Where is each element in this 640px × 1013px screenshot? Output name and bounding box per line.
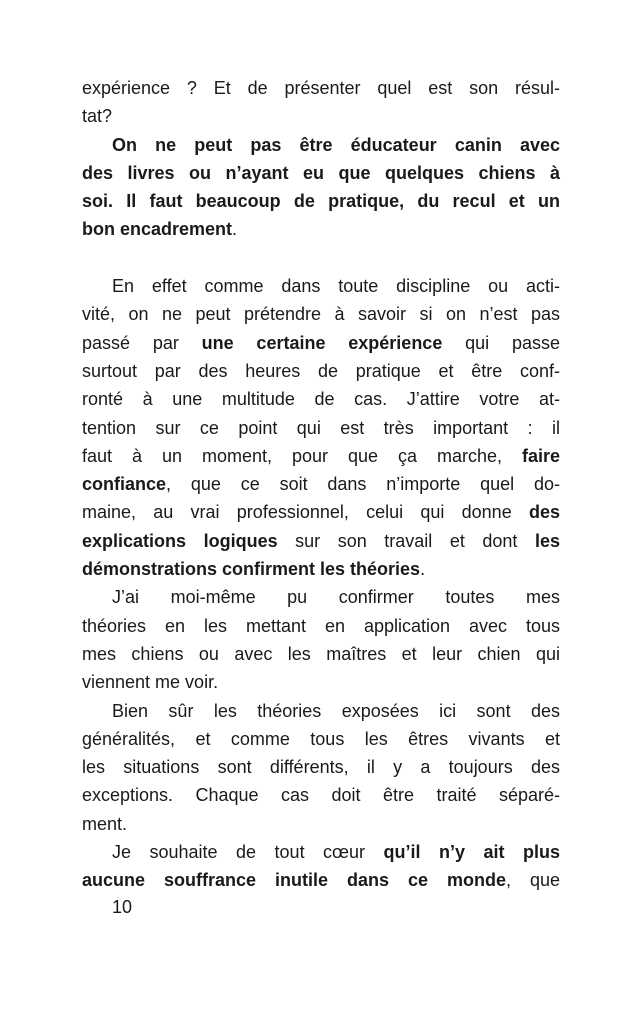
text-run: passé par	[82, 332, 202, 353]
text-run: mes chiens ou avec les maîtres et leur chien qui	[82, 643, 560, 664]
text-line	[82, 583, 560, 611]
text-run: sur son travail et dont	[277, 530, 535, 551]
text-line	[82, 414, 560, 442]
text-run: , que ce soit dans n’importe quel do-	[166, 474, 560, 495]
bold-text-run: explications logiques	[82, 530, 278, 551]
page-number: 10	[112, 897, 133, 917]
text-run: viennent me voir.	[82, 672, 219, 693]
text-line	[82, 187, 560, 215]
text-line	[82, 272, 560, 300]
text-run: tat?	[82, 106, 113, 127]
text-run: Je souhaite de tout cœur	[112, 842, 384, 863]
text-line	[82, 725, 560, 753]
text-line	[82, 385, 560, 413]
text-line	[82, 300, 560, 328]
text-line	[82, 159, 560, 187]
text-line	[82, 555, 560, 583]
text-run: qui passe	[442, 332, 560, 353]
text-run: En effet comme dans toute discipline ou acti-	[112, 276, 560, 297]
paragraph	[82, 583, 560, 696]
text-line	[82, 810, 560, 838]
text-run: surtout par des heures de pratique et être conf-	[82, 360, 560, 381]
bold-text-run: aucune souffrance inutile dans ce monde	[82, 870, 506, 891]
text-run: généralités, et comme tous les êtres vivants et	[82, 728, 560, 749]
text-run: .	[232, 219, 238, 240]
paragraph	[82, 74, 560, 131]
text-line	[82, 612, 560, 640]
text-line	[82, 640, 560, 668]
paragraph	[82, 838, 560, 895]
text-line	[82, 102, 560, 130]
bold-text-run: qu’il n’y ait plus	[383, 842, 560, 863]
text-line	[82, 329, 560, 357]
text-line	[82, 753, 560, 781]
text-run: , que	[505, 870, 560, 891]
bold-text-run: des	[528, 502, 560, 523]
text-run: ment.	[82, 813, 128, 834]
text-line	[82, 697, 560, 725]
bold-text-run: démonstrations confirment les théories	[82, 559, 421, 580]
text-line	[82, 215, 560, 243]
text-run: expérience ? Et de présenter quel est son résul-	[82, 78, 560, 98]
bold-text-run: une certaine expérience	[201, 332, 443, 353]
bold-text-run: faire	[521, 445, 560, 466]
text-run: Bien sûr les théories exposées ici sont des	[112, 700, 560, 721]
text-line	[82, 442, 560, 470]
paragraph	[82, 697, 560, 838]
bold-text-run: les	[534, 530, 560, 551]
text-run: maine, au vrai professionnel, celui qui donne	[82, 502, 529, 523]
text-run: J’ai moi-même pu confirmer toutes mes	[112, 587, 560, 608]
text-line	[82, 74, 560, 102]
text-line	[82, 498, 560, 526]
text-run: théories en les mettant en application avec tous	[82, 615, 560, 636]
text-run: ronté à une multitude de cas. J’attire votre at-	[82, 389, 560, 410]
text-line	[82, 838, 560, 866]
bold-text-run: soi. Il faut beaucoup de pratique, du recul et un	[82, 191, 560, 212]
text-line	[82, 357, 560, 385]
text-run: faut à un moment, pour que ça marche,	[82, 445, 522, 466]
text-block	[82, 74, 560, 895]
text-line	[82, 131, 560, 159]
paragraph	[82, 131, 560, 244]
text-run: les situations sont différents, il y a toujours des	[82, 757, 560, 778]
bold-text-run: On ne peut pas être éducateur canin avec	[112, 134, 560, 155]
text-line	[82, 668, 560, 696]
text-line	[82, 470, 560, 498]
text-run: exceptions. Chaque cas doit être traité séparé-	[82, 785, 560, 806]
bold-text-run: confiance	[82, 474, 167, 495]
text-line	[82, 781, 560, 809]
text-run: .	[420, 559, 426, 580]
bold-text-run: des livres ou n’ayant eu que quelques chiens à	[82, 162, 560, 183]
bold-text-run: bon encadrement	[82, 219, 233, 240]
text-line	[82, 866, 560, 894]
text-line	[82, 527, 560, 555]
text-run: tention sur ce point qui est très important : il	[82, 417, 560, 438]
paragraph	[82, 272, 560, 583]
text-run: vité, on ne peut prétendre à savoir si on n’est pas	[82, 304, 560, 325]
